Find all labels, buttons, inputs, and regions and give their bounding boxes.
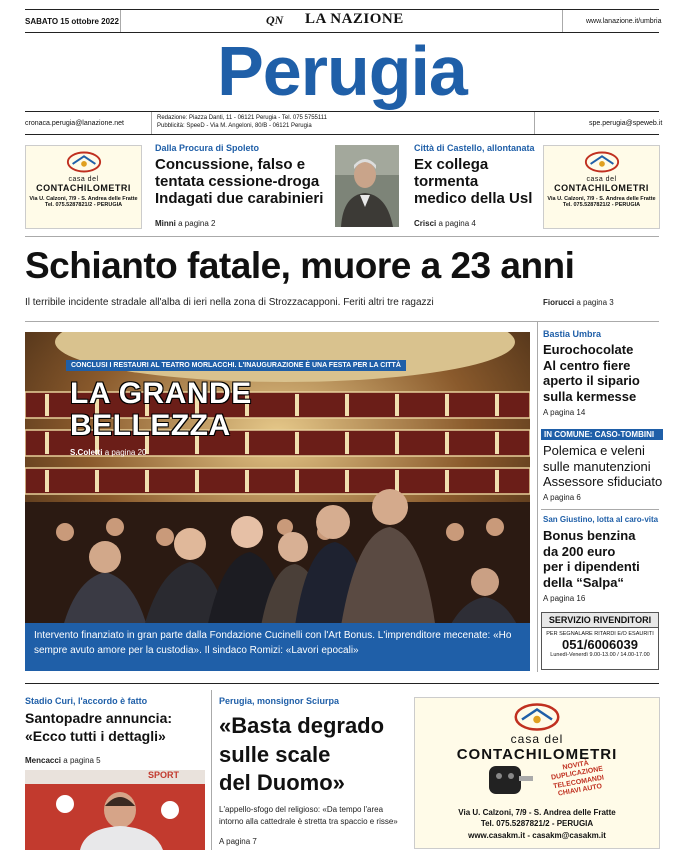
bottom-mid-text: L'appello-sfogo del religioso: «Da tempo l'area intorno alla cattedrale è stretta tra spaccio e risse» xyxy=(219,805,398,826)
side1-title-line: sulla kermesse xyxy=(543,388,637,404)
bottom-left-title-line: Santopadre annuncia: xyxy=(25,710,173,726)
contachilometri-logo-icon xyxy=(65,150,103,174)
bottom-mid-title[interactable] xyxy=(219,712,384,798)
ad-casa-contachilometri-left[interactable] xyxy=(25,145,142,229)
city-title: Perugia xyxy=(217,32,467,110)
bottom-mid-title-line: del Duomo» xyxy=(219,770,345,796)
sport-photo xyxy=(25,770,205,850)
feature-title-line2: BELLEZZA xyxy=(70,408,231,442)
ad-line1: casa del xyxy=(68,176,99,183)
ad-line1: casa del xyxy=(510,732,564,746)
service-phone[interactable]: 051/6006039 xyxy=(562,637,638,652)
pubblicita-info: Pubblicità: SpeeD - Via M. Angeloni, 80/B - 06121 Perugia xyxy=(157,123,312,129)
side2-title-line: sulle manutenzioni xyxy=(543,458,651,474)
ad-casa-contachilometri-right[interactable] xyxy=(543,145,660,229)
feature-title[interactable] xyxy=(70,378,252,441)
ad-casa-contachilometri-big[interactable] xyxy=(414,697,660,849)
bottom-left-title-line: «Ecco tutti i dettagli» xyxy=(25,727,166,744)
service-hours: Lunedì-Venerdì 9.00-13.00 / 14.00-17.00 xyxy=(550,652,650,658)
bottom-left-kicker: Stadio Curi, l'accordo è fatto xyxy=(25,696,148,706)
side3-title-line: da 200 euro xyxy=(543,543,616,559)
feature-title-line1: LA GRANDE xyxy=(70,377,252,410)
story1-kicker: Dalla Procura di Spoleto xyxy=(155,143,260,153)
side2-title-line: Assessore sfiduciato xyxy=(543,474,663,490)
qn-logo: QN xyxy=(266,13,284,27)
side3-title-line: per i dipendenti xyxy=(543,559,640,575)
ad-web[interactable]: www.casakm.it - casakm@casakm.it xyxy=(468,831,606,840)
ad-address: Via U. Calzoni, 7/9 - S. Andrea delle Fratte xyxy=(547,196,656,202)
portrait-photo xyxy=(335,145,399,227)
ad-address: Via U. Calzoni, 7/9 - S. Andrea delle Fratte xyxy=(29,196,138,202)
side3-kicker: San Giustino, lotta al caro-vita xyxy=(543,515,659,524)
side1-title-line: aperto il sipario xyxy=(543,373,640,389)
side2-title[interactable] xyxy=(543,443,662,490)
service-line: PER SEGNALARE RITARDI E/O ESAURITI xyxy=(546,631,654,637)
side3-title-line: Bonus benzina xyxy=(543,528,636,543)
bottom-left-ref: Mencacci a pagina 5 xyxy=(25,756,101,765)
side3-ref: A pagina 16 xyxy=(543,594,586,603)
contachilometri-logo-icon xyxy=(512,702,562,732)
ad-phone: Tel. 075.5287821/2 - PERUGIA xyxy=(562,202,641,208)
ad-line2: CONTACHILOMETRI xyxy=(554,183,649,193)
issue-date: SABATO 15 ottobre 2022 xyxy=(25,17,119,26)
story1-ref: Minni a pagina 2 xyxy=(155,219,216,228)
feature-banner: CONCLUSI I RESTAURI AL TEATRO MORLACCHI. L'INAUGURAZIONE È UNA FESTA PER LA CITTÀ xyxy=(66,360,406,371)
service-box xyxy=(541,612,659,670)
bottom-mid-title-line: «Basta degrado xyxy=(219,713,385,738)
side1-title-line: Al centro fiere xyxy=(543,357,631,373)
side3-title-line: della “Salpa“ xyxy=(543,574,624,590)
story1-title-line: Indagati due carabinieri xyxy=(155,189,324,207)
bottom-mid-ref: A pagina 7 xyxy=(219,837,257,846)
side1-title-line: Eurochocolate xyxy=(543,342,634,357)
bottom-mid-title-line: sulle scale xyxy=(219,741,331,767)
side1-kicker: Bastia Umbra xyxy=(543,329,602,339)
lead-ref: Fiorucci a pagina 3 xyxy=(543,298,614,307)
contachilometri-logo-icon xyxy=(583,150,621,174)
lead-headline[interactable]: Schianto fatale, muore a 23 anni xyxy=(25,245,575,286)
ad-big-phone: Tel. 075.5287821/2 - PERUGIA xyxy=(480,819,594,828)
site-url[interactable]: www.lanazione.it/umbria xyxy=(586,18,662,25)
service-title: SERVIZIO RIVENDITORI xyxy=(542,613,658,628)
email-right[interactable]: spe.perugia@speweb.it xyxy=(589,120,663,127)
story2-title-line: medico della Usl xyxy=(414,189,533,207)
ad-line2: CONTACHILOMETRI xyxy=(456,746,618,763)
side1-title[interactable] xyxy=(543,342,640,404)
car-key-icon xyxy=(485,760,535,800)
ad-phone: Tel. 075.5287821/2 - PERUGIA xyxy=(44,202,123,208)
ad-promo: NOVITÀ DUPLICAZIONE TELECOMANDI CHIAVI AUTO xyxy=(550,759,605,798)
bottom-mid-kicker: Perugia, monsignor Sciurpa xyxy=(219,696,340,706)
sport-label: SPORT xyxy=(148,770,180,780)
bottom-left-title[interactable] xyxy=(25,710,172,745)
story2-title[interactable] xyxy=(414,157,532,208)
ad-line2: CONTACHILOMETRI xyxy=(36,183,131,193)
lead-subtitle: Il terribile incidente stradale all'alba di ieri nella zona di Strozzacapponi. Feriti altri tre ragazzi xyxy=(25,297,434,308)
feature-caption: Intervento finanziato in gran parte dalla Fondazione Cucinelli con l'Art Bonus. L'imprenditore mecenate: «Ho sempre avuto amore per la custodia». Il sindaco Romizi: «Lavori epocali» xyxy=(25,623,530,671)
ad-address: Via U. Calzoni, 7/9 - S. Andrea delle Fratte xyxy=(458,808,616,817)
email-left[interactable]: cronaca.perugia@lanazione.net xyxy=(25,120,124,127)
side2-title-line: Polemica e veleni xyxy=(543,443,645,458)
story1-title-line: tentata cessione-droga xyxy=(155,172,320,190)
story1-title[interactable] xyxy=(155,157,323,208)
side3-title[interactable] xyxy=(543,528,640,590)
ad-line1: casa del xyxy=(586,176,617,183)
side1-ref: A pagina 14 xyxy=(543,408,586,417)
story2-kicker: Città di Castello, allontanata xyxy=(414,143,535,153)
story2-title-line: tormenta xyxy=(414,172,479,190)
feature-ref: S.Coletti a pagina 20 xyxy=(70,448,147,457)
paper-name: LA NAZIONE xyxy=(305,11,404,27)
story2-ref: Crisci a pagina 4 xyxy=(414,219,476,228)
side2-ref: A pagina 6 xyxy=(543,493,581,502)
side2-kicker: IN COMUNE: CASO-TOMBINI xyxy=(541,429,663,440)
redazione-info: Redazione: Piazza Danti, 11 - 06121 Perugia - Tel. 075 5755111 xyxy=(157,115,328,121)
story1-title-line: Concussione, falso e xyxy=(155,156,306,173)
story2-title-line: Ex collega xyxy=(414,156,489,173)
